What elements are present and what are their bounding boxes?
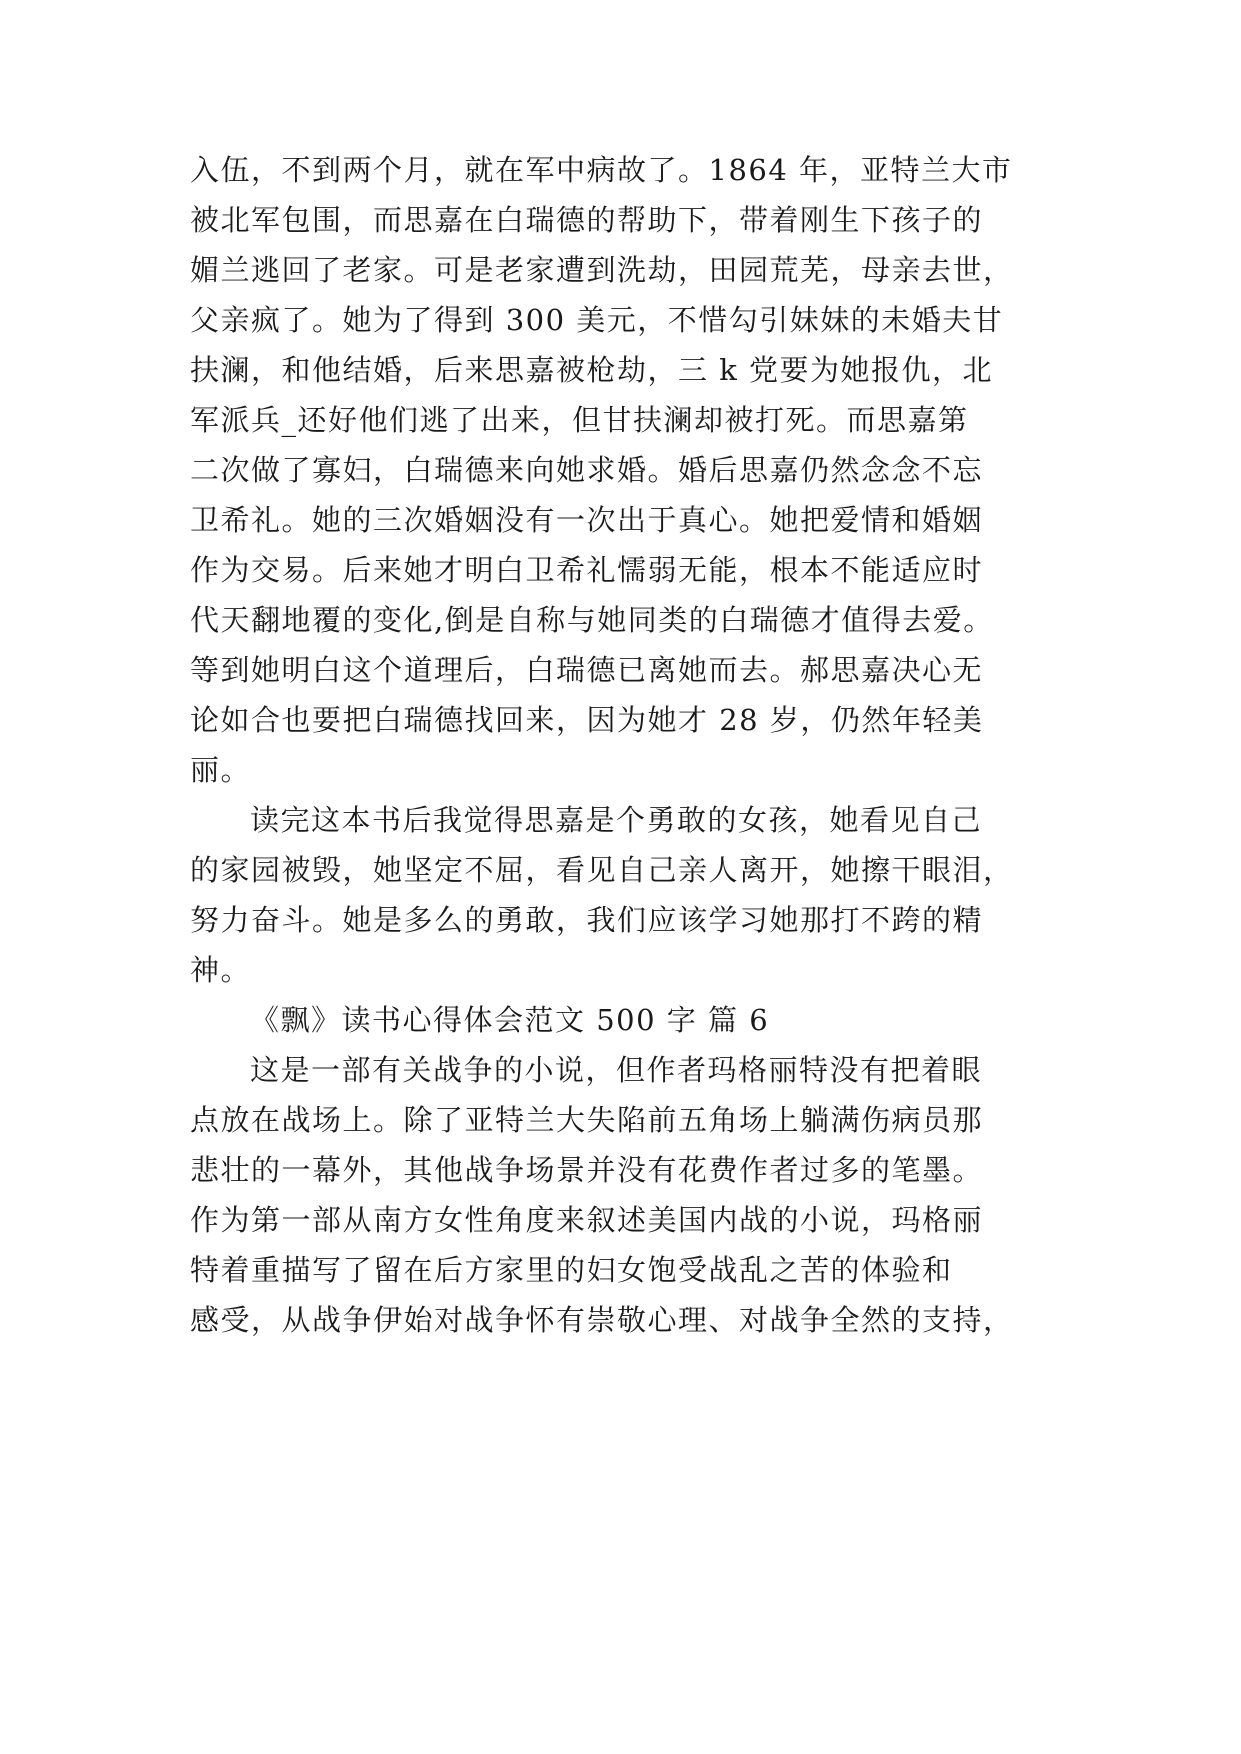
paragraph-start-line: 读完这本书后我觉得思嘉是个勇敢的女孩，她看见自己 [250,803,983,837]
paragraph-start-line: 这是一部有关战争的小说，但作者玛格丽特没有把着眼 [250,1053,983,1087]
text-line: 论如合也要把白瑞德找回来，因为她才 28 岁，仍然年轻美 [190,703,984,737]
text-line: 点放在战场上。除了亚特兰大失陷前五角场上躺满伤病员那 [190,1103,984,1137]
section-heading: 《飘》读书心得体会范文 500 字 篇 6 [250,1003,770,1037]
text-line: 等到她明白这个道理后，白瑞德已离她而去。郝思嘉决心无 [190,653,984,687]
text-line: 代天翻地覆的变化,倒是自称与她同类的白瑞德才值得去爱。 [190,603,994,637]
text-line: 特着重描写了留在后方家里的妇女饱受战乱之苦的体验和 [190,1253,953,1287]
text-line: 作为交易。后来她才明白卫希礼懦弱无能，根本不能适应时 [190,553,984,587]
text-line: 神。 [190,953,252,987]
text-line: 丽。 [190,753,252,787]
text-line: 媚兰逃回了老家。可是老家遭到洗劫，田园荒芜，母亲去世， [190,253,1014,287]
text-line: 扶澜，和他结婚，后来思嘉被枪劫，三 k 党要为她报仇，北 [190,353,994,387]
text-line: 被北军包围，而思嘉在白瑞德的帮助下，带着刚生下孩子的 [190,203,984,237]
text-line: 的家园被毁，她坚定不屈，看见自己亲人离开，她擦干眼泪， [190,853,1014,887]
text-line: 悲壮的一幕外，其他战争场景并没有花费作者过多的笔墨。 [190,1153,984,1187]
text-line: 军派兵_还好他们逃了出来，但甘扶澜却被打死。而思嘉第 [190,403,969,437]
text-line: 二次做了寡妇，白瑞德来向她求婚。婚后思嘉仍然念念不忘 [190,453,984,487]
text-line: 入伍，不到两个月，就在军中病故了。1864 年，亚特兰大市 [190,153,1013,187]
text-line: 努力奋斗。她是多么的勇敢，我们应该学习她那打不跨的精 [190,903,984,937]
text-line: 父亲疯了。她为了得到 300 美元，不惜勾引妹妹的未婚夫甘 [190,303,1004,337]
text-line: 感受，从战争伊始对战争怀有崇敬心理、对战争全然的支持， [190,1303,1014,1337]
text-line: 作为第一部从南方女性角度来叙述美国内战的小说，玛格丽 [190,1203,984,1237]
text-line: 卫希礼。她的三次婚姻没有一次出于真心。她把爱情和婚姻 [190,503,984,537]
